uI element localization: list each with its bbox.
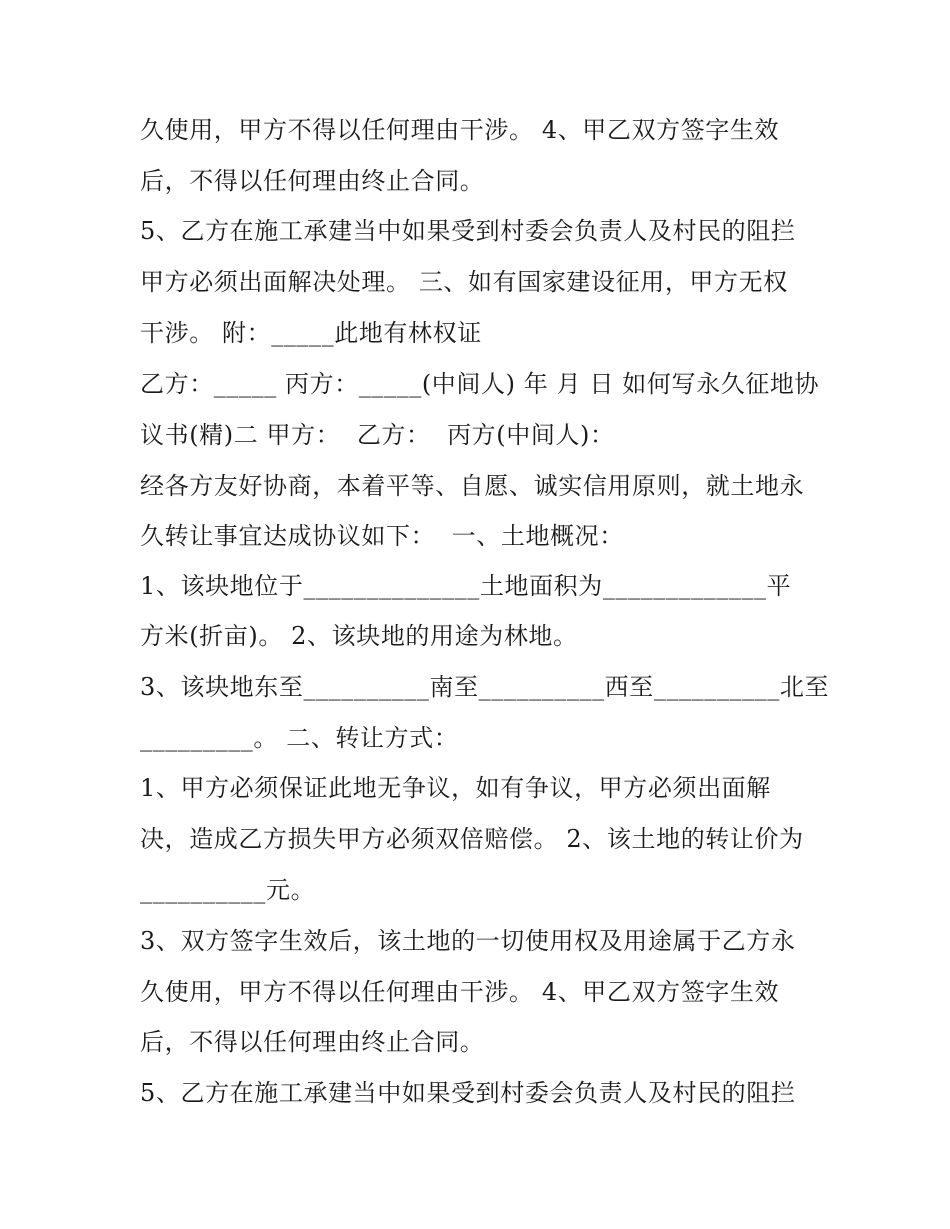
text-line: _________。 二、转让方式： — [140, 724, 459, 752]
text-line: 久使用，甲方不得以任何理由干涉。 4、甲乙双方签字生效 — [140, 116, 780, 144]
text-line: 5、乙方在施工承建当中如果受到村委会负责人及村民的阻拦 — [140, 217, 796, 245]
text-line: 3、双方签字生效后，该土地的一切使用权及用途属于乙方永 — [140, 927, 796, 955]
text-line: 干涉。 附：_____此地有林权证 — [140, 319, 482, 347]
text-line: 乙方：_____ 丙方：_____(中间人) 年 月 日 如何写永久征地协 — [140, 370, 820, 398]
text-line: __________元。 — [140, 876, 316, 904]
text-line: 后，不得以任何理由终止合同。 — [140, 167, 485, 195]
text-line: 1、该块地位于______________土地面积为_____________平 — [140, 572, 792, 600]
text-line: 甲方必须出面解决处理。 三、如有国家建设征用，甲方无权 — [140, 268, 788, 296]
text-line: 1、甲方必须保证此地无争议，如有争议，甲方必须出面解 — [140, 774, 771, 802]
text-line: 3、该块地东至__________南至__________西至__________北至 — [140, 673, 830, 701]
text-line: 议书(精)二 甲方： 乙方： 丙方(中间人)： — [140, 421, 615, 449]
text-line: 久使用，甲方不得以任何理由干涉。 4、甲乙双方签字生效 — [140, 978, 780, 1006]
text-line: 经各方友好协商，本着平等、自愿、诚实信用原则，就土地永 — [140, 472, 805, 500]
text-line: 决，造成乙方损失甲方必须双倍赔偿。 2、该土地的转让价为 — [140, 825, 804, 853]
text-line: 后，不得以任何理由终止合同。 — [140, 1028, 485, 1056]
text-line: 5、乙方在施工承建当中如果受到村委会负责人及村民的阻拦 — [140, 1079, 796, 1107]
text-line: 方米(折亩)。 2、该块地的用途为林地。 — [140, 622, 578, 650]
text-line: 久转让事宜达成协议如下： 一、土地概况： — [140, 522, 624, 550]
